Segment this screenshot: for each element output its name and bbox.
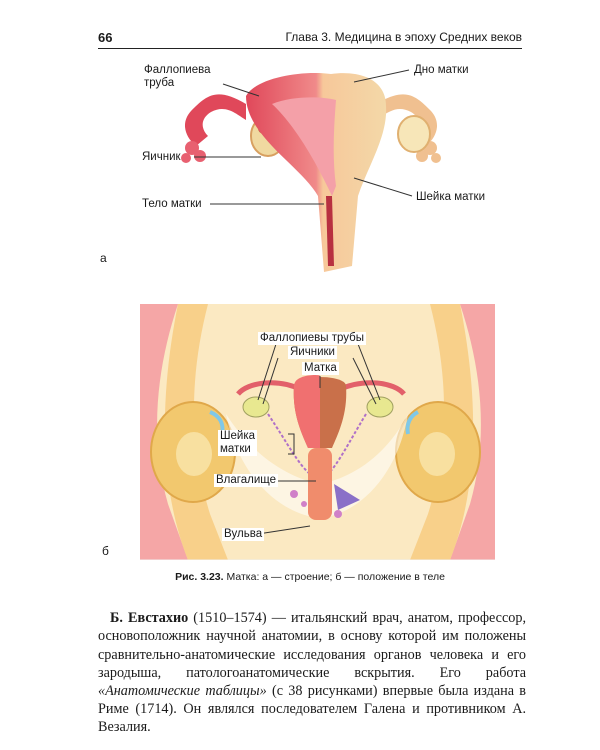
running-head: Глава 3. Медицина в эпоху Средних веков	[285, 30, 522, 44]
work-title: «Анатомические таблицы»	[98, 683, 267, 699]
label-cervix: Шейка матки	[416, 191, 486, 203]
page-number: 66	[98, 30, 113, 45]
label-ovaries: Яичники	[290, 346, 335, 358]
label-fallopian-tube: Фаллопиева труба	[144, 64, 211, 89]
label-vagina: Влагалище	[216, 474, 276, 486]
figure-a	[96, 56, 526, 278]
label-vulva: Вульва	[224, 528, 263, 540]
paragraph-text-1: (1510–1574) — итальянский врач, анатом, профессор, основоположник научной анатомии, в основу которой им положены сравнительно-анатомические исследования органов человека и его зародыша, патологоанатомические вскрытия. Его работа	[98, 610, 527, 681]
caption-text: Матка: а — строение; б — положение в теле	[226, 571, 445, 583]
person-name: Б. Евстахио	[110, 610, 189, 627]
label-uterus: Матка	[304, 362, 337, 374]
label-ovary: Яичник	[142, 151, 181, 163]
label-tubes: Фаллопиевы трубы	[260, 332, 364, 344]
figure-caption	[98, 571, 522, 583]
paragraph-text-2: (с 38 рисунками) впервые была издана в Риме (1714). Он являлся последователем Галена и противником А. Везалия.	[98, 683, 526, 736]
panel-label-a: а	[100, 251, 107, 265]
panel-label-b: б	[102, 544, 109, 558]
page-header	[98, 30, 522, 49]
figure-b	[98, 304, 520, 560]
body-paragraph	[98, 609, 526, 736]
label-uterus-body: Тело матки	[142, 198, 202, 210]
label-fundus: Дно матки	[414, 64, 469, 76]
label-cervix-b: Шейка матки	[220, 430, 256, 455]
figure-number: Рис. 3.23.	[175, 571, 224, 583]
